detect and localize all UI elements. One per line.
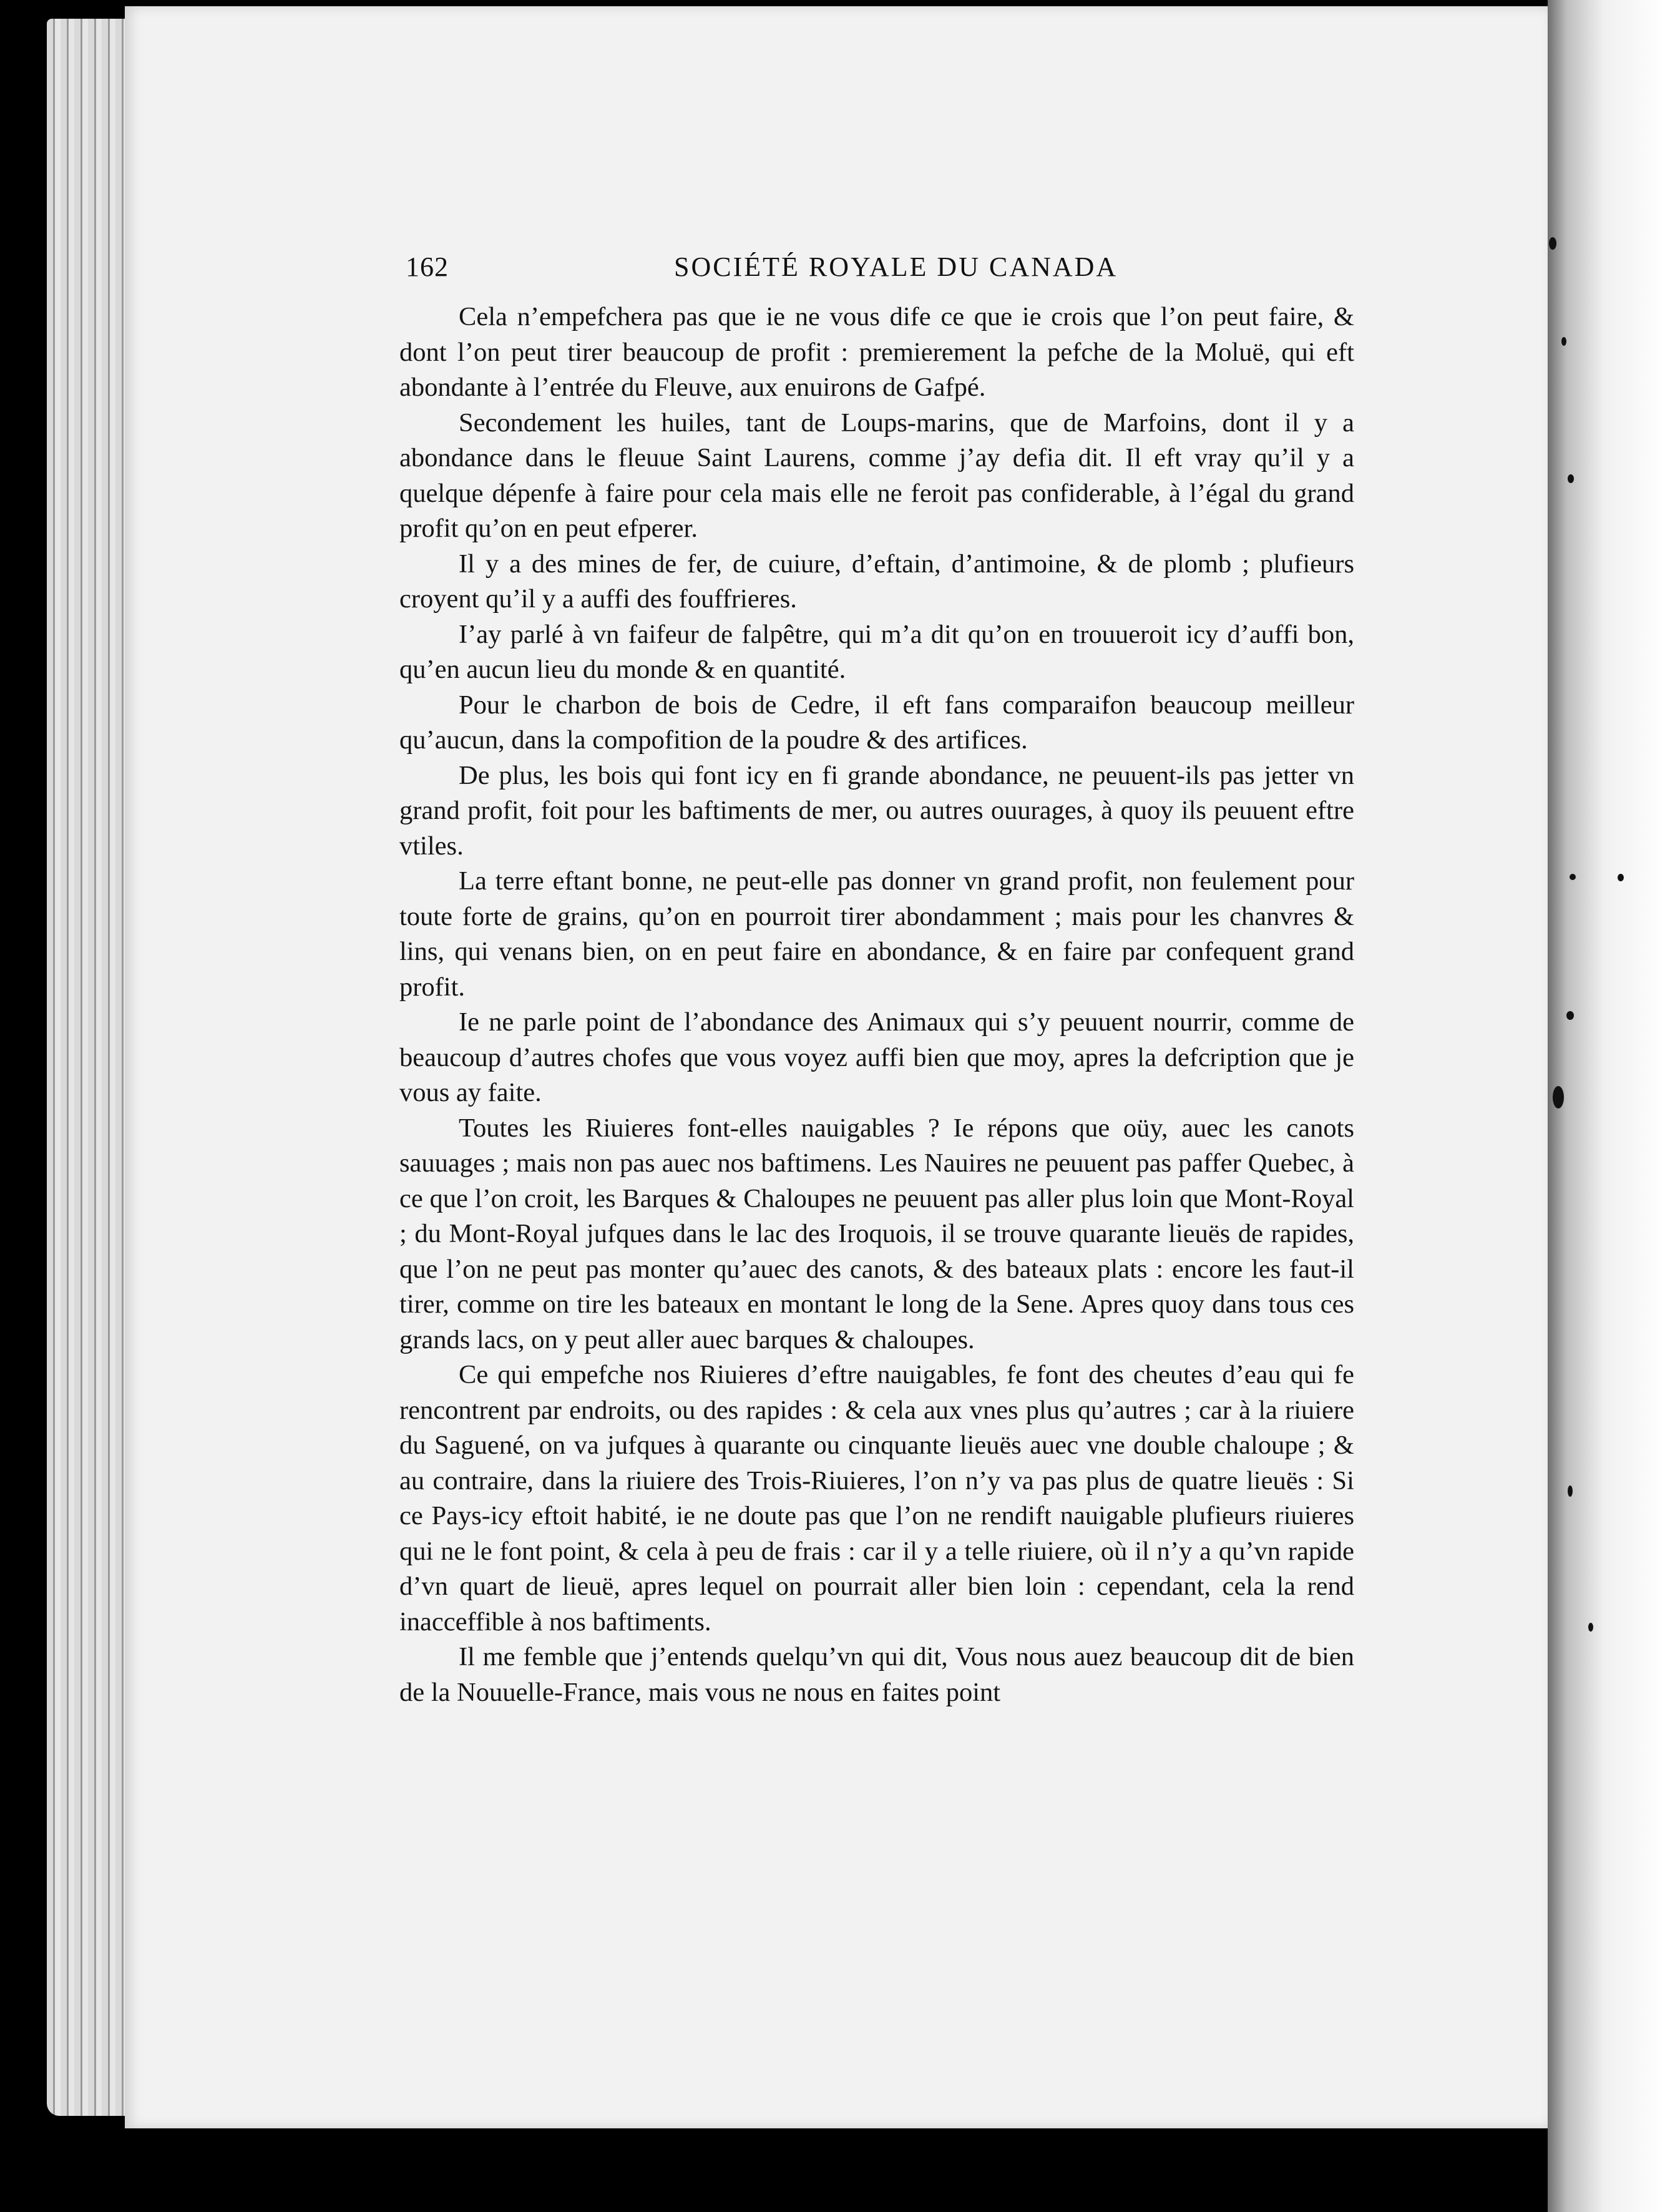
body-text: [399, 300, 1354, 1710]
paragraph: Cela n’empefchera pas que ie ne vous dife ce que ie crois que l’on peut faire, & dont l’on peut tirer beaucoup de profit : premierement la pefche de la Moluë, qui eft abondante à l’entrée du Fleuve, aux enuirons de Gafpé.: [399, 302, 1354, 402]
scan-speck: [1549, 237, 1556, 250]
scan-speck: [1561, 337, 1566, 346]
paragraph: Secondement les huiles, tant de Loups-marins, que de Marfoins, dont il y a abondance dans le fleuue Saint Laurens, comme j’ay defia dit. Il eft vray qu’il y a quelque dépenfe à faire pour cela mais elle ne feroit pas confiderable, à l’égal du grand profit qu’on en peut efperer.: [399, 408, 1354, 543]
facing-page-edge: [1548, 0, 1665, 2212]
scan-speck: [1553, 1086, 1564, 1108]
scan-speck: [1570, 874, 1576, 880]
paragraph: Ce qui empefche nos Riuieres d’eftre nauigables, fe font des cheutes d’eau qui fe rencontrent par endroits, ou des rapides : & cela aux vnes plus qu’autres ; car à la riuiere du Saguené, on va jufques à quarante ou cinquante lieuës auec vne double chaloupe ; & au contraire, dans la riuiere des Trois-Riuieres, l’on n’y va pas plus de quatre lieuës : Si ce Pays-icy eftoit habité, ie ne doute pas que l’on ne rendift nauigable plufieurs riuieres qui ne le font point, & cela à peu de frais : car il y a telle riuiere, où il n’y a qu’vn rapide d’vn quart de lieuë, apres lequel on pourrait aller bien loin : cependant, cela la rend inacceffible à nos baftiments.: [399, 1360, 1354, 1637]
scan-speck: [1588, 1623, 1593, 1632]
paragraph: Pour le charbon de bois de Cedre, il eft fans comparaifon beaucoup meilleur qu’aucun, dans la compofition de la poudre & des artifices.: [399, 690, 1354, 755]
paragraph: Il me femble que j’entends quelqu’vn qui dit, Vous nous auez beaucoup dit de bien de la Nouuelle-France, mais vous ne nous en faites point: [399, 1642, 1354, 1707]
page-number: 162: [406, 252, 449, 282]
page-header: [406, 251, 1429, 288]
scan-speck: [1618, 874, 1624, 881]
scan-speck: [1568, 1485, 1573, 1497]
paragraph: La terre eftant bonne, ne peut-elle pas donner vn grand profit, non feulement pour toute forte de grains, qu’on en pourroit tirer abondamment ; mais pour les chanvres & lins, qui venans bien, on en peut faire en abondance, & en faire par confequent grand profit.: [399, 866, 1354, 1002]
paragraph: I’ay parlé à vn faifeur de falpêtre, qui m’a dit qu’on en trouueroit icy d’auffi bon, qu’en aucun lieu du monde & en quantité.: [399, 619, 1354, 684]
paragraph: De plus, les bois qui font icy en fi grande abondance, ne peuuent-ils pas jetter vn grand profit, foit pour les baftiments de mer, ou autres ouurages, à quoy ils peuuent eftre vtiles.: [399, 760, 1354, 861]
paragraph: Il y a des mines de fer, de cuiure, d’eftain, d’antimoine, & de plomb ; plufieurs croyent qu’il y a auffi des fouffrieres.: [399, 549, 1354, 614]
paragraph: Ie ne parle point de l’abondance des Animaux qui s’y peuuent nourrir, comme de beaucoup d’autres chofes que vous voyez auffi bien que moy, apres la defcription que je vous ay faite.: [399, 1007, 1354, 1107]
paragraph: Toutes les Riuieres font-elles nauigables ? Ie répons que oüy, auec les canots sauuages ; mais non pas auec nos baftimens. Les Nauires ne peuuent pas paffer Quebec, à ce que l’on croit, les Barques & Chaloupes ne peuuent pas aller plus loin que Mont-Royal ; du Mont-Royal jufques dans le lac des Iroquois, il se trouve quarante lieuës de rapides, que l’on ne peut pas monter qu’auec des canots, & des bateaux plats : encore les faut-il tirer, comme on tire les bateaux en montant le long de la Sene. Apres quoy dans tous ces grands lacs, on y peut aller auec barques & chaloupes.: [399, 1113, 1354, 1354]
running-title: SOCIÉTÉ ROYALE DU CANADA: [674, 252, 1118, 282]
scan-speck: [1566, 1011, 1574, 1020]
scan-speck: [1568, 474, 1574, 483]
